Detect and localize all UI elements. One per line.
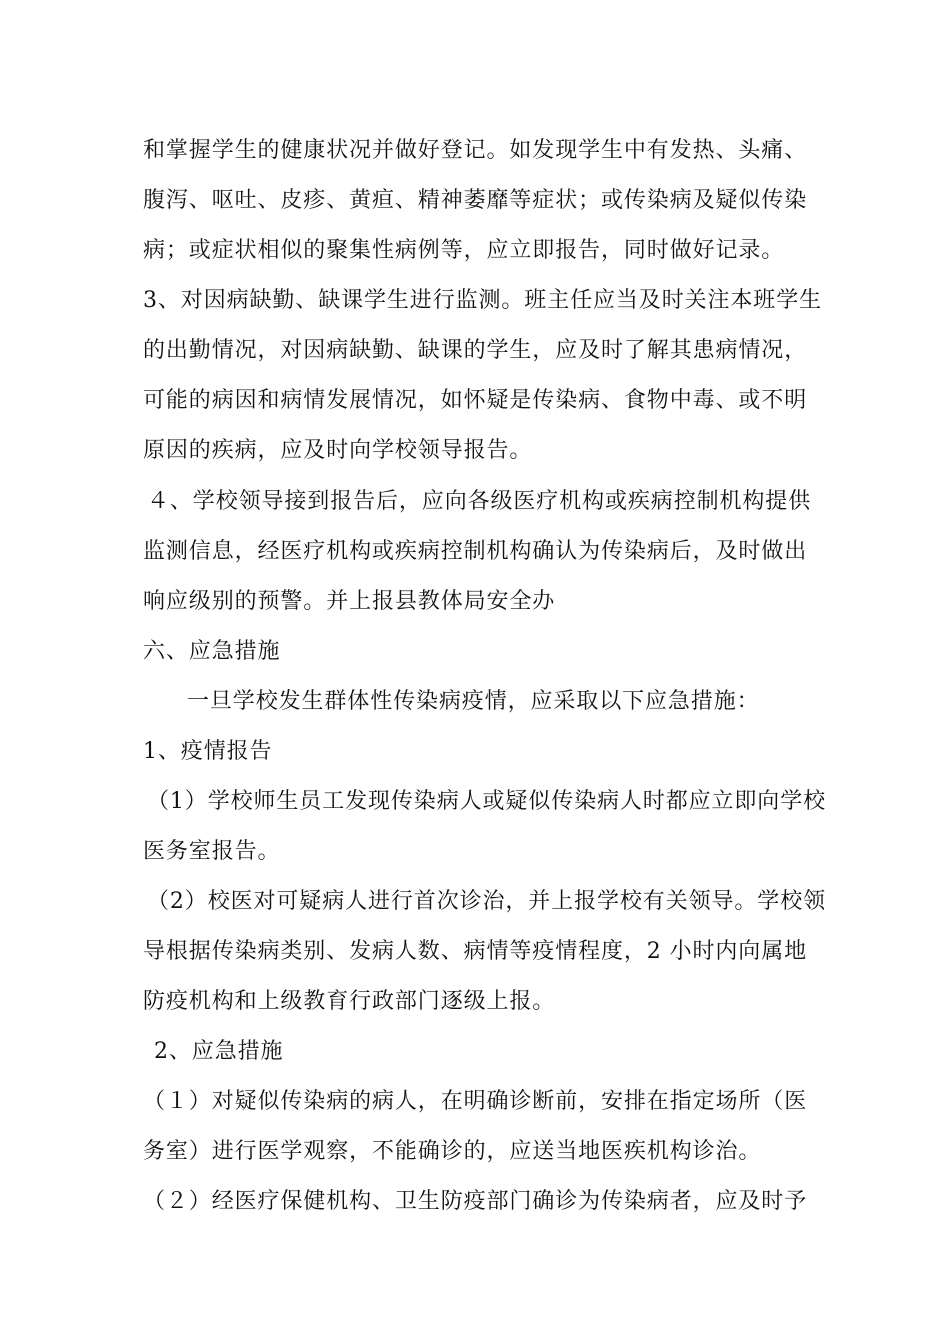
text-line: （２）经医疗保健机构、卫生防疫部门确诊为传染病者，应及时予 xyxy=(143,1189,808,1214)
text-line: 腹泻、呕吐、皮疹、黄疸、精神萎靡等症状；或传染病及疑似传染 xyxy=(143,188,808,213)
text-line: 3、对因病缺勤、缺课学生进行监测。班主任应当及时关注本班学生 xyxy=(143,288,822,313)
text-line: ４、学校领导接到报告后，应向各级医疗机构或疾病控制机构提供 xyxy=(147,489,812,514)
text-line: 和掌握学生的健康状况并做好登记。如发现学生中有发热、头痛、 xyxy=(143,138,808,163)
text-line: 原因的疾病，应及时向学校领导报告。 xyxy=(143,438,533,463)
text-line: 一旦学校发生群体性传染病疫情，应采取以下应急措施： xyxy=(187,689,760,714)
subsection-heading: 1、疫情报告 xyxy=(143,739,273,764)
text-line: 病；或症状相似的聚集性病例等，应立即报告，同时做好记录。 xyxy=(143,238,785,263)
text-line: 可能的病因和病情发展情况，如怀疑是传染病、食物中毒、或不明 xyxy=(143,388,808,413)
text-line: （1）学校师生员工发现传染病人或疑似传染病人时都应立即向学校 xyxy=(147,789,826,814)
text-line: （2）校医对可疑病人进行首次诊治，并上报学校有关领导。学校领 xyxy=(147,889,826,914)
text-line: 监测信息，经医疗机构或疾病控制机构确认为传染病后，及时做出 xyxy=(143,539,808,564)
text-line: （１）对疑似传染病的病人，在明确诊断前，安排在指定场所（医 xyxy=(143,1089,808,1114)
text-line: 导根据传染病类别、发病人数、病情等疫情程度，2 小时内向属地 xyxy=(143,939,807,964)
section-heading: 六、应急措施 xyxy=(143,639,281,664)
text-line: 防疫机构和上级教育行政部门逐级上报。 xyxy=(143,989,556,1014)
subsection-heading: 2、应急措施 xyxy=(154,1039,284,1064)
text-line: 的出勤情况，对因病缺勤、缺课的学生，应及时了解其患病情况， xyxy=(143,338,808,363)
text-line: 务室）进行医学观察，不能确诊的，应送当地医疾机构诊治。 xyxy=(143,1139,762,1164)
text-line: 响应级别的预警。并上报县教体局安全办 xyxy=(143,589,556,614)
text-line: 医务室报告。 xyxy=(143,839,281,864)
